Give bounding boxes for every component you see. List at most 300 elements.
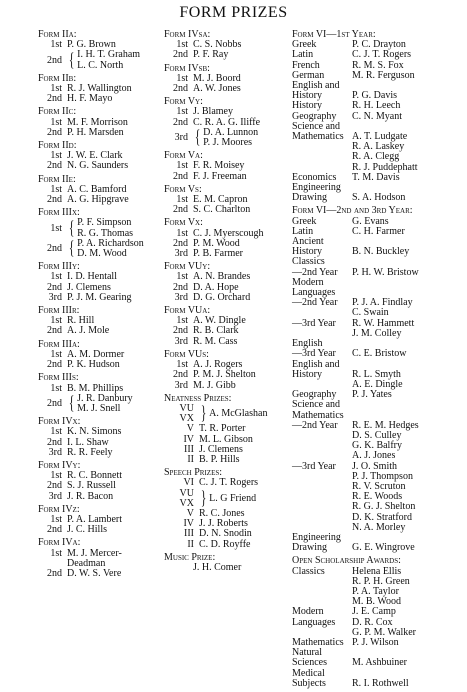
section-heading: Form IVy: — [38, 459, 81, 471]
prize-winner: C. R. A. G. Iliffe — [193, 116, 261, 128]
prize-winner: J. W. E. Clark — [67, 150, 123, 162]
section-heading: Form VI—2nd and 3rd Year: — [292, 205, 413, 217]
prize-place: VX — [179, 413, 194, 425]
prize-row — [292, 193, 457, 203]
prize-place: 3rd — [48, 446, 62, 458]
brace-mark: } — [200, 403, 207, 425]
prize-row — [164, 478, 294, 488]
prize-row — [164, 50, 294, 60]
prize-subject: Geography — [292, 389, 337, 401]
prize-winner: P. F. Ray — [193, 49, 229, 61]
prize-winner: P. J. A. Findlay — [352, 297, 413, 309]
prize-place: 2nd — [47, 160, 62, 172]
section-heading: Form Vx: — [164, 217, 203, 229]
prize-place: VU — [179, 402, 194, 414]
prize-winner: R. I. Rothwell — [352, 677, 409, 689]
prize-section — [38, 306, 148, 337]
prize-row — [164, 370, 294, 380]
prize-section — [38, 107, 148, 138]
prize-row — [38, 569, 148, 579]
prize-winner: D. A. Hope — [193, 281, 239, 293]
prize-winner: R. R. Feely — [67, 446, 113, 458]
prize-subject — [292, 472, 352, 482]
prize-place: 1st — [50, 470, 62, 482]
brace-mark: { — [68, 49, 75, 71]
prize-row — [38, 525, 148, 535]
prize-subject — [292, 502, 352, 512]
prize-row — [164, 381, 294, 391]
bracketed-prize — [38, 394, 148, 414]
prize-winner: A. McGlashan — [209, 408, 268, 419]
prize-section — [164, 553, 294, 573]
prize-place: 1st — [50, 83, 62, 95]
prize-winner: R. V. Scruton — [352, 480, 406, 492]
prize-subject: —2nd Year — [292, 266, 338, 278]
prize-winner: J. Clemens — [199, 443, 243, 455]
brace-mark: { — [68, 238, 75, 260]
prize-winner: S. J. Russell — [67, 480, 116, 492]
prize-place — [164, 563, 193, 573]
prize-winner: C. S. Nobbs — [193, 39, 242, 51]
prize-section — [164, 30, 294, 61]
prize-winner: C. J. T. Rogers — [352, 49, 412, 61]
prize-subject: Mathematics — [292, 409, 344, 421]
prize-place: 2nd — [47, 325, 62, 337]
section-heading: Form IVsa: — [164, 29, 211, 40]
prize-winner: M. B. Wood — [352, 596, 402, 608]
prize-winner: M. J. Gibb — [193, 379, 236, 391]
prize-winner: R. A. Laskey — [352, 141, 405, 153]
prize-winner: P. J. Moores — [203, 137, 253, 149]
prize-subject: Economics — [292, 171, 337, 183]
prize-subject: Mathematics — [292, 131, 344, 143]
prize-winner: M. R. Ferguson — [352, 69, 415, 81]
section-heading: Open Scholarship Awards: — [292, 555, 401, 567]
prize-place: 1st — [176, 72, 188, 84]
prize-row — [164, 337, 294, 347]
section-heading: Form IIIy: — [38, 261, 80, 273]
prize-winner: J. M. Colley — [352, 327, 402, 339]
prize-subject: —3rd Year — [292, 460, 336, 472]
section-heading: Form IIa: — [38, 29, 77, 40]
prize-place: 3rd — [174, 335, 188, 347]
prize-winner: G. P. M. Walker — [352, 626, 417, 638]
prize-winner: R. M. S. Fox — [352, 59, 404, 71]
prize-winner: T. M. Davis — [352, 171, 400, 183]
prize-place: 1st — [50, 513, 62, 525]
prize-winner: C. H. Farmer — [352, 225, 405, 237]
prize-winner: H. F. Mayo — [67, 93, 113, 105]
prize-winner: J. R. Danbury — [77, 392, 133, 404]
prize-subject: Classics — [292, 565, 325, 577]
prize-winner: A. J. Mole — [67, 325, 110, 337]
prize-subject: Latin — [292, 225, 314, 237]
prize-place: VU — [179, 487, 194, 499]
prize-place: V — [186, 423, 194, 435]
prize-winner: A. C. Bamford — [67, 183, 127, 195]
prize-subject — [292, 513, 352, 523]
prize-place: 2nd — [47, 54, 62, 66]
prize-winner: F. J. Freeman — [193, 170, 247, 182]
prize-subject: English and — [292, 358, 340, 370]
prize-subject: Natural — [292, 647, 322, 659]
prize-section — [164, 262, 294, 303]
prize-winner: R. J. Wallington — [67, 83, 132, 95]
bracketed-prize — [164, 404, 294, 424]
prize-subject: English — [292, 338, 323, 350]
prize-winner: D. N. Snodin — [199, 528, 252, 540]
prize-subject: Greek — [292, 39, 317, 51]
prize-winner: B. M. Phillips — [67, 382, 124, 394]
prize-section — [164, 218, 294, 259]
prize-winner: D. M. Wood — [77, 248, 127, 260]
bracketed-prize — [164, 489, 294, 509]
prize-section — [164, 151, 294, 182]
section-heading: Form IVz: — [38, 503, 80, 515]
prize-subject: History — [292, 90, 322, 102]
prize-place: 1st — [176, 227, 188, 239]
prize-winner: R. G. Thomas — [77, 227, 134, 239]
prize-place: 1st — [176, 359, 188, 371]
prize-subject — [292, 431, 352, 441]
prize-subject — [292, 577, 352, 587]
prize-row — [38, 128, 148, 138]
column-3 — [292, 30, 457, 692]
prize-row — [38, 492, 148, 502]
prize-subject — [292, 482, 352, 492]
prize-winner: J. Blamey — [193, 106, 233, 118]
prize-subject: Medical — [292, 667, 325, 679]
page-title: FORM PRIZES — [179, 4, 288, 21]
prize-section — [38, 141, 148, 172]
prize-row — [164, 172, 294, 182]
prize-place: 2nd — [47, 281, 62, 293]
prize-subject: Science and — [292, 120, 341, 132]
prize-winner: J. Clemens — [67, 281, 111, 293]
prize-section — [164, 468, 294, 550]
prize-subject: Geography — [292, 110, 337, 122]
prize-winner: P. H. W. Bristow — [352, 266, 419, 278]
brace-mark: { — [68, 392, 75, 414]
prize-place: VX — [179, 497, 194, 509]
prize-place: 2nd — [173, 116, 188, 128]
bracketed-prize — [38, 239, 148, 259]
prize-winner: C. Swain — [352, 307, 389, 319]
prize-row — [38, 427, 148, 437]
prize-place: 1st — [50, 116, 62, 128]
prize-subject: Greek — [292, 215, 317, 227]
prize-section — [38, 538, 148, 579]
prize-row — [292, 669, 457, 679]
prize-winner: S. A. Hodson — [352, 192, 406, 204]
prize-subject — [292, 492, 352, 502]
prize-place: 2nd — [173, 83, 188, 95]
prize-subject — [292, 587, 352, 597]
prize-winner: R. H. Leech — [352, 100, 401, 112]
prize-winner: C. J. T. Rogers — [199, 477, 259, 489]
prize-winner: P. J. M. Gearing — [67, 291, 132, 303]
prize-place: 1st — [50, 271, 62, 283]
prize-place: 2nd — [173, 237, 188, 249]
prize-place: 1st — [50, 315, 62, 327]
prize-place: 1st — [50, 547, 62, 559]
prize-row — [292, 658, 457, 668]
prize-winner: P. A. Taylor — [352, 585, 399, 597]
prize-winner: D. G. Orchard — [193, 291, 251, 303]
prize-winner: D. W. S. Vere — [67, 567, 122, 579]
prize-place: IV — [183, 518, 194, 530]
prize-place: 3rd — [174, 248, 188, 260]
prize-place: 1st — [50, 222, 62, 234]
prize-winner: I. L. Shaw — [67, 436, 109, 448]
prize-place: 2nd — [47, 524, 62, 536]
prize-subject: Languages — [292, 287, 336, 299]
prize-subject: Classics — [292, 256, 325, 268]
prize-winner: A. W. Jones — [193, 83, 241, 95]
prize-winner-group — [77, 239, 144, 259]
prize-subject: —3rd Year — [292, 317, 336, 329]
prize-place: II — [187, 453, 194, 465]
prize-place: 1st — [50, 39, 62, 51]
prize-place: 2nd — [173, 281, 188, 293]
prize-place: V — [186, 507, 194, 519]
section-heading: Form Vs: — [164, 183, 202, 195]
section-heading: Form IIIx: — [38, 207, 80, 219]
prize-row — [38, 481, 148, 491]
section-heading: Form IIc: — [38, 106, 77, 118]
prize-subject: Ancient — [292, 236, 324, 248]
prize-place: III — [184, 443, 194, 455]
prize-place: 1st — [176, 271, 188, 283]
section-heading: Form IId: — [38, 140, 77, 152]
prize-section — [38, 74, 148, 105]
prize-row — [164, 293, 294, 303]
prize-winner: A. W. Dingle — [193, 315, 246, 327]
prize-section — [292, 556, 457, 689]
prize-row — [38, 195, 148, 205]
prize-row — [292, 451, 457, 461]
prize-subject: Drawing — [292, 192, 327, 204]
column-1 — [38, 30, 148, 582]
prize-place: 2nd — [47, 397, 62, 409]
column-2 — [164, 30, 294, 576]
prize-subject: Engineering — [292, 531, 341, 543]
prize-section — [38, 417, 148, 458]
prize-winner: R. P. H. Green — [352, 575, 410, 587]
prize-subject: History — [292, 368, 322, 380]
prize-row — [292, 543, 457, 553]
prize-winner: I. H. T. Graham — [77, 49, 141, 61]
prize-subject: German — [292, 69, 325, 81]
prize-subject — [292, 152, 352, 162]
prize-section — [38, 373, 148, 414]
prize-place: 1st — [50, 382, 62, 394]
section-heading: Form IIIs: — [38, 372, 79, 384]
brace-mark: { — [68, 217, 75, 239]
prize-place: 1st — [176, 160, 188, 172]
prize-place: 1st — [50, 150, 62, 162]
section-heading: Form IVx: — [38, 416, 81, 428]
prize-subject — [292, 142, 352, 152]
prize-winner: R. A. Clegg — [352, 151, 400, 163]
prize-winner: C. E. Bristow — [352, 348, 407, 360]
prize-place: 2nd — [47, 126, 62, 138]
prize-place: 3rd — [48, 291, 62, 303]
prize-row — [164, 455, 294, 465]
prize-winner: P. F. Simpson — [77, 217, 132, 229]
prize-winner: J. C. Hills — [67, 524, 108, 536]
prize-winner: R. W. Hammett — [352, 317, 415, 329]
section-heading: Form IIIa: — [38, 338, 80, 350]
bracketed-prize — [38, 218, 148, 238]
prize-winner: B. P. Hills — [199, 453, 240, 465]
section-heading: Form IVa: — [38, 537, 81, 549]
prize-winner: D. S. Culley — [352, 429, 402, 441]
prize-winner: K. N. Simons — [67, 426, 122, 438]
prize-winner-group — [77, 218, 133, 238]
prize-section — [292, 30, 457, 203]
prize-section — [38, 208, 148, 259]
prize-place: 2nd — [173, 170, 188, 182]
prize-winner: F. R. Moisey — [193, 160, 245, 172]
prize-place: 1st — [176, 106, 188, 118]
prize-place: III — [184, 528, 194, 540]
prize-subject: French — [292, 59, 320, 71]
prize-winner: Helena Ellis — [352, 565, 402, 577]
prize-subject: Latin — [292, 49, 314, 61]
prize-winner: C. J. Myerscough — [193, 227, 264, 239]
prize-row — [38, 326, 148, 336]
prize-subject: History — [292, 100, 322, 112]
prize-subject: Mathematics — [292, 636, 344, 648]
prize-winner: C. N. Myant — [352, 110, 402, 122]
prize-place-group — [164, 404, 199, 424]
prize-winner: M. J. Mercer- — [67, 547, 122, 559]
prize-winner: J. O. Smith — [352, 460, 398, 472]
prize-row — [38, 360, 148, 370]
prize-place: 1st — [50, 426, 62, 438]
section-heading: Form Vy: — [164, 96, 203, 108]
prize-subject: Drawing — [292, 542, 327, 554]
prize-subject: Subjects — [292, 677, 326, 689]
prize-section — [38, 262, 148, 303]
prize-winner: R. C. Bonnett — [67, 470, 123, 482]
prize-winner: J. J. Roberts — [199, 518, 248, 530]
prize-place: 2nd — [173, 369, 188, 381]
prize-winner: P. J. Thompson — [352, 470, 413, 482]
prize-place: 3rd — [174, 379, 188, 391]
prize-row — [164, 84, 294, 94]
prize-place: 2nd — [47, 359, 62, 371]
prize-winner: P. G. Brown — [67, 39, 116, 51]
prize-row — [38, 448, 148, 458]
prize-winner: D. R. Cox — [352, 616, 393, 628]
prize-section — [164, 350, 294, 391]
prize-winner: A. M. Dormer — [67, 348, 125, 360]
prize-winner: P. K. Hudson — [67, 359, 120, 371]
prize-place-group — [164, 489, 199, 509]
prize-section — [38, 175, 148, 206]
prize-place: 2nd — [47, 242, 62, 254]
prize-winner-group — [77, 394, 133, 414]
prize-winner: A. J. Jones — [352, 450, 396, 462]
prize-winner: P. M. J. Shelton — [193, 369, 256, 381]
section-heading: Form VUa: — [164, 305, 211, 317]
prize-place: 2nd — [173, 325, 188, 337]
prize-winner: R. E. Woods — [352, 491, 403, 503]
section-heading: Form VUy: — [164, 261, 211, 273]
prize-subject: Sciences — [292, 657, 327, 669]
prize-winner: Deadman — [67, 557, 106, 569]
prize-winner: M. L. Gibson — [199, 433, 253, 445]
prize-winner: P. G. Davis — [352, 90, 398, 102]
prize-winner: N. G. Saunders — [67, 160, 129, 172]
prize-winner: T. R. Porter — [199, 423, 246, 435]
prize-winner: R. E. M. Hedges — [352, 419, 419, 431]
prize-winner: A. G. Hipgrave — [67, 194, 129, 206]
prize-place: 2nd — [47, 567, 62, 579]
prize-section — [164, 306, 294, 347]
prize-place: 2nd — [47, 480, 62, 492]
brace-mark: } — [200, 487, 207, 509]
prize-subject: Engineering — [292, 182, 341, 194]
prize-winner: G. Evans — [352, 215, 389, 227]
section-heading: Speech Prizes: — [164, 467, 223, 479]
section-heading: Form IIb: — [38, 72, 77, 84]
prize-winner: P. M. Wood — [193, 237, 240, 249]
prize-place: 2nd — [173, 49, 188, 61]
prize-section — [38, 505, 148, 536]
prize-place: 1st — [176, 39, 188, 51]
prize-subject: Science and — [292, 399, 341, 411]
prize-place: VI — [183, 477, 194, 489]
prize-winner: A. J. Rogers — [193, 359, 243, 371]
prize-place: 3rd — [174, 291, 188, 303]
prize-winner: J. R. Bacon — [67, 490, 114, 502]
prize-place: 2nd — [173, 204, 188, 216]
prize-subject: —2nd Year — [292, 419, 338, 431]
brace-mark: { — [194, 127, 201, 149]
prize-row — [164, 249, 294, 259]
prize-subject: History — [292, 246, 322, 258]
prize-winner: A. N. Brandes — [193, 271, 251, 283]
prize-subject: English and — [292, 80, 340, 92]
prize-place: 1st — [50, 183, 62, 195]
section-heading: Form IIIr: — [38, 305, 80, 317]
prize-row — [38, 161, 148, 171]
prize-winner: P. J. Yates — [352, 389, 392, 401]
prize-section — [164, 394, 294, 465]
prize-place: 1st — [176, 194, 188, 206]
prize-place: IV — [183, 433, 194, 445]
prize-row — [164, 563, 294, 573]
prize-section — [292, 206, 457, 553]
prize-winner: A. E. Dingle — [352, 378, 403, 390]
prize-winner: P. A. Richardson — [77, 237, 144, 249]
prize-winner: N. A. Morley — [352, 521, 406, 533]
prize-winner: C. D. Royffe — [199, 538, 251, 550]
prize-row — [164, 424, 294, 434]
prize-place: II — [187, 538, 194, 550]
prize-winner: R. G. J. Shelton — [352, 501, 416, 513]
prize-row — [38, 94, 148, 104]
section-heading: Form VUs: — [164, 348, 209, 360]
prize-winner: G. E. Wingrove — [352, 542, 415, 554]
prize-winner: M. Ashbuiner — [352, 657, 407, 669]
prize-winner: B. N. Buckley — [352, 246, 410, 258]
prize-winner: P. B. Farmer — [193, 248, 243, 260]
section-heading: Form IIe: — [38, 173, 76, 185]
